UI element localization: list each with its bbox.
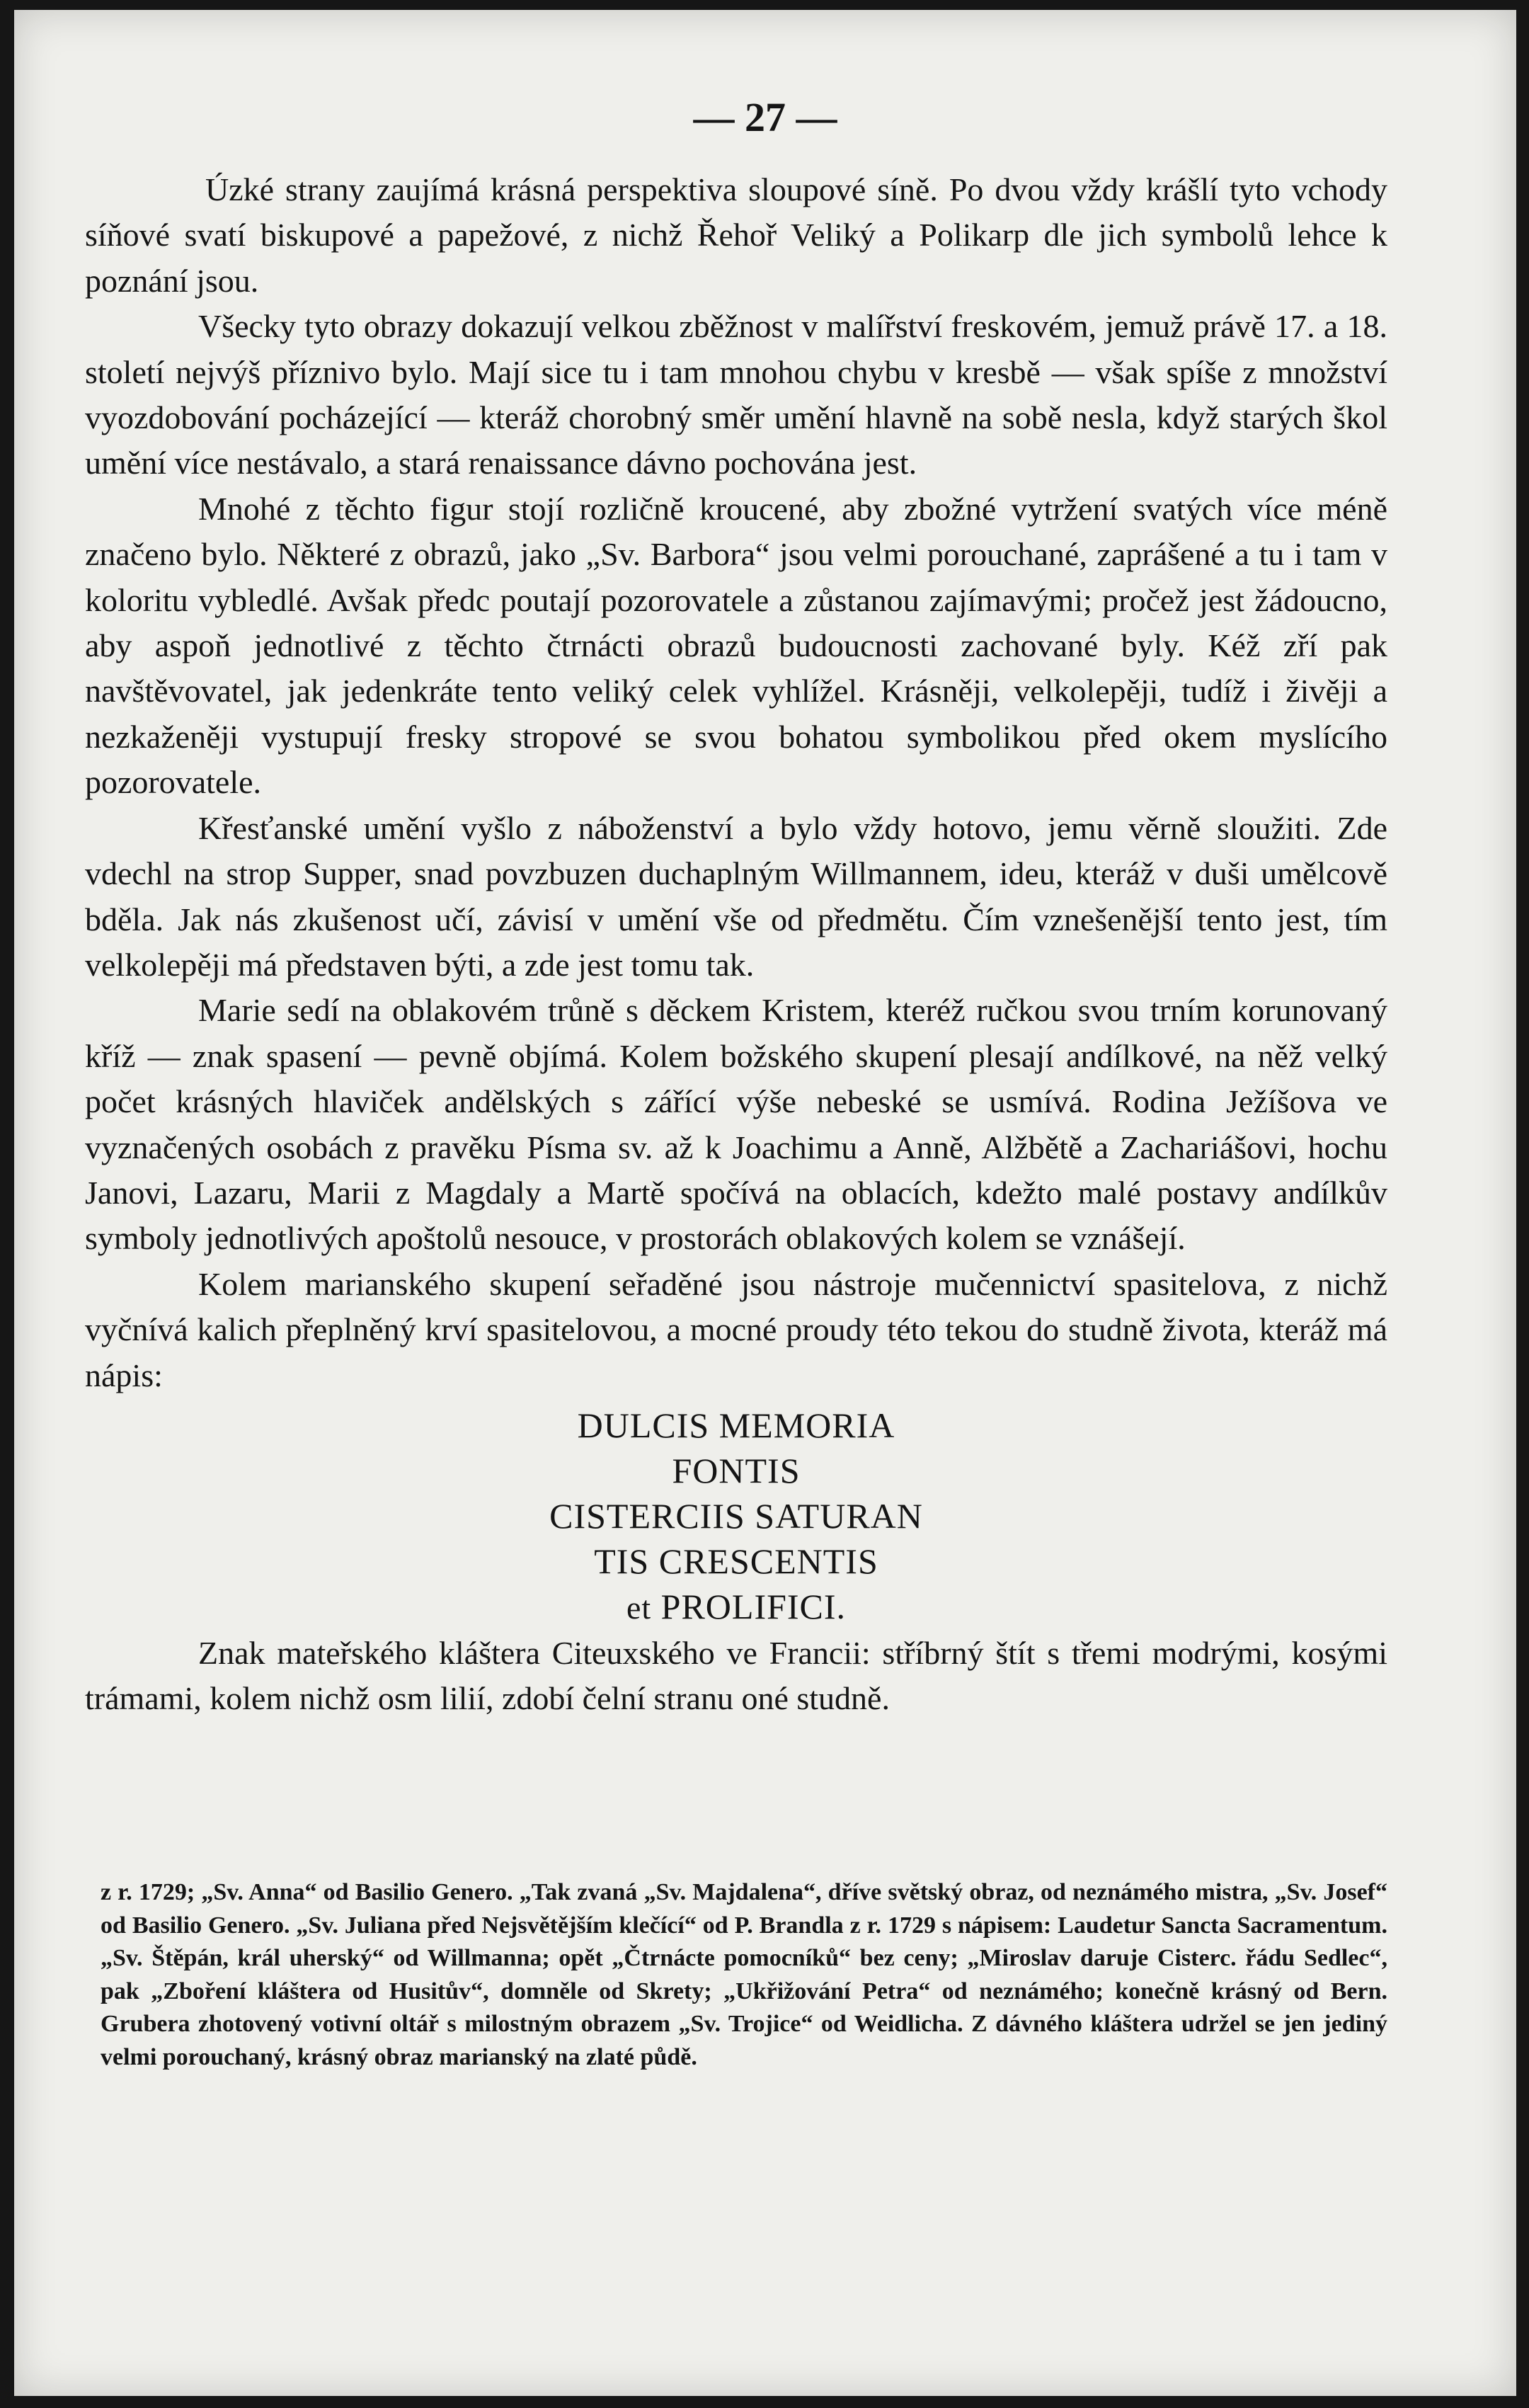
paragraph-2: Všecky tyto obrazy dokazují velkou zběžnost v malířství freskovém, jemuž právě 17. a 18. století nejvýš příznivo bylo. Mají sice tu i tam mnohou chybu v kresbě — však spíše z množství vyozdobování pocházející — kteráž chorobný směr umění hlavně na sobě nesla, když starých škol umění více nestávalo, a stará renaissance dávno pochována jest.	[85, 308, 1387, 481]
main-text	[85, 167, 1387, 1722]
paragraph-1: Úzké strany zaujímá krásná perspektiva sloupové síně. Po dvou vždy krášlí tyto vchody síňové svatí biskupové a papežové, z nichž Řehoř Veliký a Polikarp dle jich symbolů lehce k poznání jsou.	[85, 171, 1387, 299]
footnote	[101, 1876, 1387, 2074]
inscription-prolifici: PROLIFICI.	[660, 1586, 847, 1626]
inscription-line-4: TIS CRESCENTIS	[594, 1541, 878, 1581]
fountain-inscription	[85, 1403, 1387, 1631]
inscription-line-2: FONTIS	[672, 1450, 801, 1490]
book-page	[14, 10, 1516, 2396]
paragraph-7: Znak mateřského kláštera Citeuxského ve Francii: stříbrný štít s třemi modrými, kosými trámami, kolem nichž osm lilií, zdobí čelní stranu oné studně.	[85, 1634, 1387, 1717]
footnote-text: z r. 1729; „Sv. Anna“ od Basilio Genero. „Tak zvaná „Sv. Majdalena“, dříve světský obraz, od neznámého mistra, „Sv. Josef“ od Basilio Genero. „Sv. Juliana před Nejsvětějším klečící“ od P. Brandla z r. 1729 s nápisem: Laudetur Sancta Sacramentum. „Sv. Štěpán, král uherský“ od Willmanna; opět „Čtrnácte pomocníků“ bez ceny; „Miroslav daruje Cisterc. řádu Sedlec“, pak „Zboření kláštera od Husitův“, domněle od Skrety; „Ukřižování Petra“ od neznámého; konečně krásný od Bern. Grubera zhotovený votivní oltář s milostným obrazem „Sv. Trojice“ od Weidlicha. Z dávného kláštera udržel se jen jediný velmi porouchaný, krásný obraz marianský na zlaté půdě.	[101, 1879, 1387, 2070]
paragraph-5: Marie sedí na oblakovém trůně s děckem Kristem, kteréž ručkou svou trním korunovaný kříž — znak spasení — pevně objímá. Kolem božského skupení plesají andílkové, na něž velký počet krásných hlaviček andělských s zářící výše nebeské se usmívá. Rodina Ježíšova ve vyznačených osobách z pravěku Písma sv. až k Joachimu a Anně, Alžbětě a Zachariášovi, hochu Janovi, Lazaru, Marii z Magdaly a Martě spočívá na oblacích, kdežto malé postavy andílkův symboly jednotlivých apoštolů nesouce, v prostorách oblakových kolem se vznášejí.	[85, 992, 1387, 1257]
inscription-et: et	[626, 1589, 652, 1626]
paragraph-6: Kolem marianského skupení seřaděné jsou nástroje mučennictví spasitelova, z nichž vyčnívá kalich přeplněný krví spasitelovou, a mocné proudy této tekou do studně života, kteráž má nápis:	[85, 1265, 1387, 1393]
inscription-line-3: CISTERCIIS SATURAN	[549, 1495, 923, 1536]
paragraph-4: Křesťanské umění vyšlo z náboženství a bylo vždy hotovo, jemu věrně sloužiti. Zde vdechl na strop Supper, snad povzbuzen duchaplným Willmannem, ideu, kteráž v duši umělcově bděla. Jak nás zkušenost učí, závisí v umění vše od předmětu. Čím vznešenější tento jest, tím velkolepěji má představen býti, a zde jest tomu tak.	[85, 809, 1387, 983]
paragraph-3: Mnohé z těchto figur stojí rozličně kroucené, aby zbožné vytržení svatých více méně značeno bylo. Některé z obrazů, jako „Sv. Barbora“ jsou velmi porouchané, zaprášené a tu i tam v koloritu vybledlé. Avšak předc poutají pozorovatele a zůstanou zajímavými; pročež jest žádoucno, aby aspoň jednotlivé z těchto čtrnácti obrazů budoucnosti zachované byly. Kéž zří pak navštěvovatel, jak jedenkráte tento veliký celek vyhlížel. Krásněji, velkolepěji, tudíž i živěji a nezkaženěji vystupují fresky stropové se svou bohatou symbolikou před okem myslícího pozorovatele.	[85, 490, 1387, 801]
inscription-line-5	[85, 1584, 1387, 1631]
page-number: — 27 —	[693, 94, 837, 140]
inscription-line-1: DULCIS MEMORIA	[577, 1405, 895, 1445]
